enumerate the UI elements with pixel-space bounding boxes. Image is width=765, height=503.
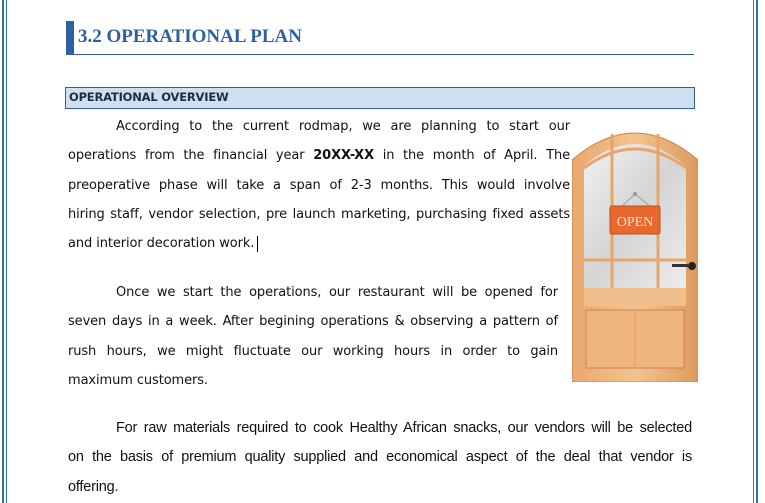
paragraph-3[interactable] — [68, 414, 692, 502]
page-border-right-outer — [756, 0, 758, 503]
page-border-right-inner — [753, 0, 754, 503]
text-line: preoperative phase will take a span of 2-3 months. This would involve — [68, 177, 570, 193]
page-border-left-inner — [6, 0, 7, 503]
heading-title: 3.2 OPERATIONAL PLAN — [78, 26, 302, 47]
text-line: According to the current rodmap, we are planning to start our — [116, 119, 570, 134]
door-image[interactable] — [572, 120, 698, 382]
paragraph-2[interactable] — [68, 278, 558, 395]
text-line: and interior decoration work. — [68, 229, 570, 258]
section-heading — [66, 21, 694, 55]
subsection-title: OPERATIONAL OVERVIEW — [69, 90, 229, 104]
subsection-header — [65, 87, 695, 109]
text-line: operations from the financial year 20XX-XX in the month of April. The — [68, 148, 570, 164]
text-cursor — [257, 236, 258, 252]
open-sign: OPEN — [616, 215, 654, 230]
text-line: Once we start the operations, our restaurant will be opened for — [116, 285, 558, 300]
bold-year: 20XX-XX — [313, 148, 374, 164]
text-line: For raw materials required to cook Healthy African snacks, our vendors will be selected — [116, 420, 692, 436]
text-line: maximum customers. — [68, 372, 208, 388]
text-line: seven days in a week. After begining operations & observing a pattern of — [68, 314, 558, 330]
heading-accent-bar — [66, 21, 74, 55]
text-line: offering. — [68, 478, 119, 495]
text-line: hiring staff, vendor selection, pre launch marketing, purchasing fixed assets — [68, 206, 570, 222]
page-border-left-outer — [2, 0, 4, 503]
paragraph-1[interactable] — [68, 112, 570, 258]
text-line: rush hours, we might fluctuate our working hours in order to gain — [68, 343, 558, 359]
text-line: on the basis of premium quality supplied and economical aspect of the deal that vendor is — [68, 449, 692, 466]
